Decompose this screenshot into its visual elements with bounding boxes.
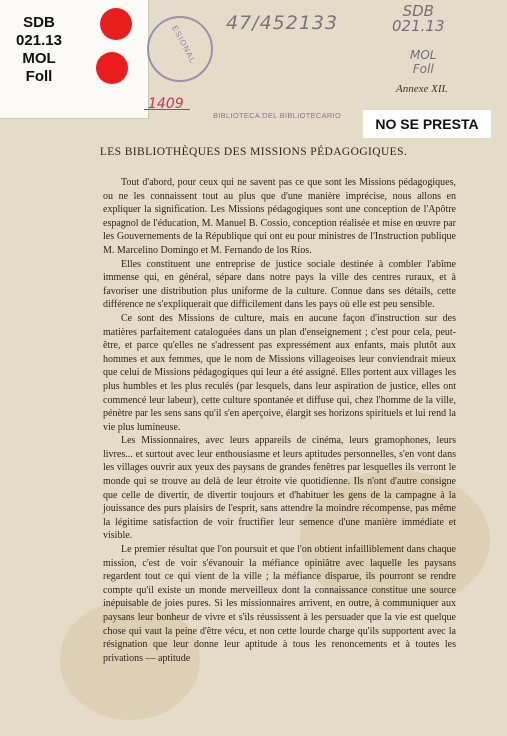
handwritten-line: MOL: [410, 48, 437, 62]
handwritten-inventory-number: 47/452133: [226, 12, 339, 34]
round-stamp: [147, 16, 213, 82]
paragraph: Les Missionnaires, avec leurs appareils de cinéma, leurs gramophones, leurs livres... et surtout avec leur enthousiasme et leurs aptitudes personnelles, s'en vont dans les villages ouvrir aux yeux des paysans de grandes fenêtres par lesquelles ils verront le monde qui se trouve au delà de leur étroite vie quotidienne. Ils n'ont d'autre consigne que celle de divertir, de divertir toujours et d'habituer les gens de la campagne à la jouissance des purs plaisirs de l'esprit, sans attendre la moindre récompense, pas même la légitime satisfaction de voir fructifier leur semence d'une manière immédiate et visible.: [103, 435, 456, 542]
call-number-line: MOL: [22, 50, 56, 67]
annexe-label: Annexe XII.: [396, 83, 448, 95]
handwritten-red-number: 1409: [148, 96, 184, 112]
handwritten-line: SDB: [402, 2, 434, 20]
red-dot-icon: [96, 52, 128, 84]
call-number-line: Foll: [25, 68, 53, 85]
paragraph: Le premier résultat que l'on poursuit et que l'on obtient infailliblement dans chaque mission, c'est de voir s'évanouir la méfiance opiniâtre avec laquelle les paysans regardent tout ce qui vient de la ville ; la méfiance disparue, ils pourront se rendre compte qu'il existe un monde merveilleux dont la connaissance constitue une source inépuisable de joies pures. Si les missionnaires arrivent, en outre, à communiquer aux paysans leur bonheur de vivre et s'ils réussissent à les persuader que la vie est quelque chose qui vaut la peine d'être vécu, et non cette lourde charge qu'ils supportent avec la résignation que leur donne leur aptitude à tous les renoncements et à toutes les privations — aptitude: [103, 544, 456, 664]
handwritten-author-code: [410, 48, 436, 76]
call-number-line: 021.13: [16, 32, 62, 49]
document-title: LES BIBLIOTHÈQUES DES MISSIONS PÉDAGOGIQUES.: [99, 146, 408, 158]
handwritten-line: 021.13: [392, 17, 445, 35]
document-body: [103, 176, 456, 665]
call-number: [6, 14, 72, 86]
paragraph: Tout d'abord, pour ceux qui ne savent pas ce que sont les Missions pédagogiques, ou ne les connaissent tout au plus que d'une manière imprécise, nous allons en expliquer la signification. Les Missions pédagogiques sont une conception de l'Apôtre espagnol de l'éducation, M. Manuel B. Cossio, conception réalisée et mise en œuvre par les Gouvernements de la République qui ont eu pour ministres de l'Instruction publique M. Marcelino Domingo et M. Fernando de los Ríos.: [103, 177, 456, 256]
red-dot-icon: [100, 8, 132, 40]
handwritten-line: Foll: [412, 62, 434, 76]
call-number-line: SDB: [23, 14, 55, 31]
library-stamp: BIBLIOTECA DEL BIBLIOTECARIO: [213, 111, 342, 120]
no-lending-label: NO SE PRESTA: [363, 110, 491, 138]
library-label-sticker: [0, 0, 149, 119]
paragraph: Ce sont des Missions de culture, mais en aucune façon d'instruction sur des matières parfaitement cataloguées dans un plan d'enseignement ; c'est pour cela, peut-être, et parce qu'elles ne s'adressent pas expressément aux enfants, mais plutôt aux hommes et aux femmes, que le nom de Missions villageoises leur conviendrait mieux que celui de Missions pédagogiques qui leur a été assigné. Elles portent aux villages les plus humbles et les plus reculés (par lesquels, dans leur aspiration de justice, elles ont commencé leur labeur), cette culture spontanée et diffuse qui, chez l'homme de la ville, pénètre par les sens sans qu'il s'en aperçoive, élargit ses horizons spirituels et lui rend la vie plus lumineuse.: [103, 312, 456, 433]
handwritten-call-number: [392, 4, 445, 34]
paragraph: Elles constituent une entreprise de justice sociale destinée à combler l'abîme immense qui, en général, sépare dans notre pays la ville des centres ruraux, et à favoriser une distribution plus uniforme de la culture. Connue dans ses détails, cette différence ne s'expliquerait que difficilement dans les pays où elle est peu sensible.: [103, 258, 456, 311]
round-stamp-text: ESIONAL: [170, 23, 198, 66]
